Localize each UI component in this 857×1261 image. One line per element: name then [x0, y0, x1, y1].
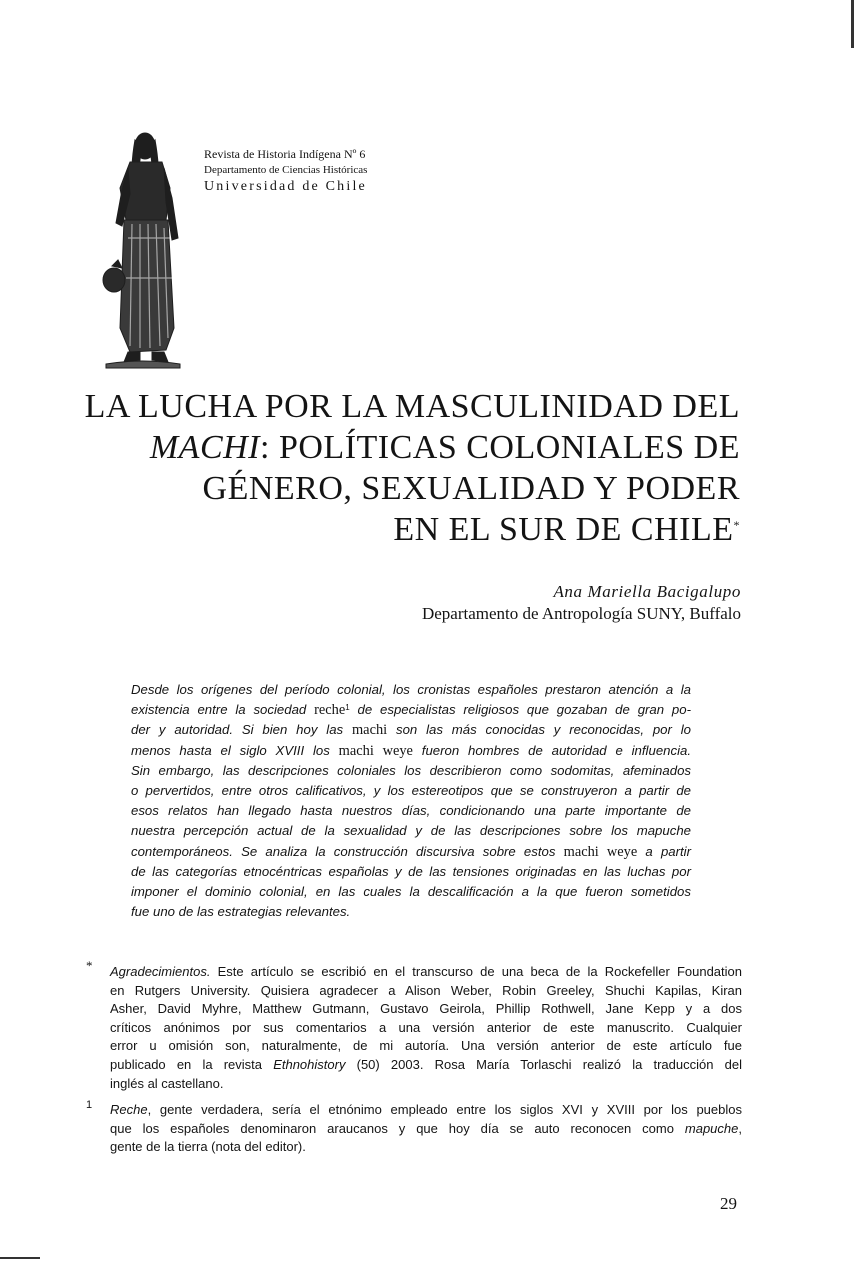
abstract-text: der y autoridad. Si bien hoy las: [131, 722, 352, 738]
term-reche: Reche: [110, 1102, 148, 1117]
scan-edge-bottom: [0, 1257, 40, 1259]
journal-university: Universidad de Chile: [204, 179, 367, 194]
footnote-line: [110, 963, 742, 982]
abstract-line: [131, 700, 691, 720]
footnote-text: publicado en la revista: [110, 1056, 274, 1072]
abstract-text: de especialistas religiosos que gozaban de gran po-: [349, 702, 691, 718]
journal-name: Revista de Historia Indígena Nº 6: [204, 147, 366, 161]
footnote-marker-asterisk: *: [86, 958, 93, 973]
scan-edge-right: [851, 0, 854, 48]
footnote-text: , gente verdadera, sería el etnónimo empleado entre los siglos XVI y XVIII por los pueblos: [147, 1102, 742, 1117]
footnote-line: inglés al castellano.: [110, 1075, 224, 1091]
author-name: Ana Mariella Bacigalupo: [553, 582, 741, 601]
author-affiliation: Departamento de Antropología SUNY, Buffalo: [421, 604, 741, 623]
title-line-2: [80, 427, 740, 468]
abstract-line: imponer el dominio colonial, en las cuales la descalificación a la que fueron sometidos: [131, 884, 691, 900]
abstract-line: Sin embargo, las descripciones coloniales los describieron como sodomitas, afeminados: [131, 762, 691, 778]
abstract-text: fueron hombres de autoridad e influencia.: [412, 742, 692, 758]
abstract-text: existencia entre la sociedad: [131, 702, 315, 718]
term-machi: machi: [351, 722, 388, 739]
footnote-line: gente de la tierra (nota del editor).: [110, 1139, 306, 1155]
footnote-text: Este artículo se escribió en el transcurso de una beca de la Rockefeller Foundation: [210, 964, 742, 979]
abstract-line: [131, 741, 691, 761]
footnote-line: en Rutgers University. Quisiera agradecer a Alison Weber, Robin Greeley, Shuchi Kapilas, Kiran: [110, 982, 742, 998]
footnote-line: [110, 1120, 742, 1139]
abstract-line: o pervertidos, entre otros calificativos, y los estereotipos que se construyeron a partir de: [131, 783, 691, 799]
footnote-line: Asher, David Myhre, Matthew Gutmann, Gustavo Geirola, Phillip Rothwell, Jane Kepp y a dos: [110, 1001, 742, 1017]
footnote-acknowledgements: [110, 963, 742, 1093]
title-line-2-rest: : POLÍTICAS COLONIALES DE: [260, 429, 740, 466]
footnote-text: ,: [738, 1120, 742, 1136]
footnote-lead: Agradecimientos.: [110, 964, 211, 979]
abstract-line: fue uno de las estrategias relevantes.: [131, 904, 351, 920]
journal-ethnohistory: Ethnohistory: [273, 1056, 346, 1072]
footnote-line: [110, 1101, 742, 1120]
abstract-text: contemporáneos. Se analiza la construcción discursiva sobre estos: [131, 843, 564, 859]
title-footnote-marker: *: [733, 518, 740, 532]
journal-figure-illustration: [100, 128, 184, 370]
title-line-4: [80, 509, 740, 550]
footnote-line: críticos anónimos por sus comentarios a una versión anterior de este manuscrito. Cualquier: [110, 1019, 742, 1035]
title-line-4-text: EN EL SUR DE CHILE: [393, 511, 734, 548]
abstract-text: son las más conocidas y reconocidas, por lo: [387, 722, 691, 738]
term-reche: reche: [314, 702, 346, 719]
abstract-line: de las categorías etnocéntricas españolas y de las tensiones originadas en las luchas por: [131, 863, 691, 879]
abstract-line: nuestra percepción actual de la sexualidad y de las descripciones sobre los mapuche: [131, 823, 691, 839]
title-line-3: GÉNERO, SEXUALIDAD Y PODER: [202, 470, 740, 507]
abstract-line: Desde los orígenes del período colonial, los cronistas españoles prestaron atención a la: [131, 682, 691, 697]
article-title: [80, 386, 740, 550]
abstract-text: menos hasta el siglo XVIII los: [131, 742, 339, 758]
abstract-line: [131, 720, 691, 740]
title-machi-italic: MACHI: [149, 429, 261, 466]
footnote-line: [110, 1056, 742, 1075]
term-machi-weye: machi weye: [563, 843, 638, 860]
term-machi-weye: machi weye: [338, 742, 413, 759]
footnote-marker-1: 1: [86, 1099, 93, 1111]
journal-masthead: [204, 146, 404, 196]
abstract-line: esos relatos han llegado hasta nuestros días, condicionando una parte importante de: [131, 803, 691, 819]
abstract-line: [131, 842, 691, 862]
footnote-text: que los españoles denominaron araucanos y que hoy día se auto reconocen como: [110, 1120, 685, 1136]
footnote-ref-1: 1: [345, 703, 350, 713]
abstract: [131, 680, 691, 922]
page-number: 29: [720, 1194, 737, 1213]
title-line-1: LA LUCHA POR LA MASCULINIDAD DEL: [84, 388, 740, 425]
journal-department: Departamento de Ciencias Históricas: [204, 164, 368, 176]
abstract-text: a partir: [637, 843, 691, 859]
term-mapuche: mapuche: [684, 1120, 739, 1136]
footnote-text: (50) 2003. Rosa María Torlaschi realizó la traducción del: [345, 1056, 742, 1072]
footnote-reche: [110, 1101, 742, 1157]
footnote-line: error u omisión son, naturalmente, de mi autoría. Una versión anterior de este artículo fue: [110, 1038, 742, 1054]
